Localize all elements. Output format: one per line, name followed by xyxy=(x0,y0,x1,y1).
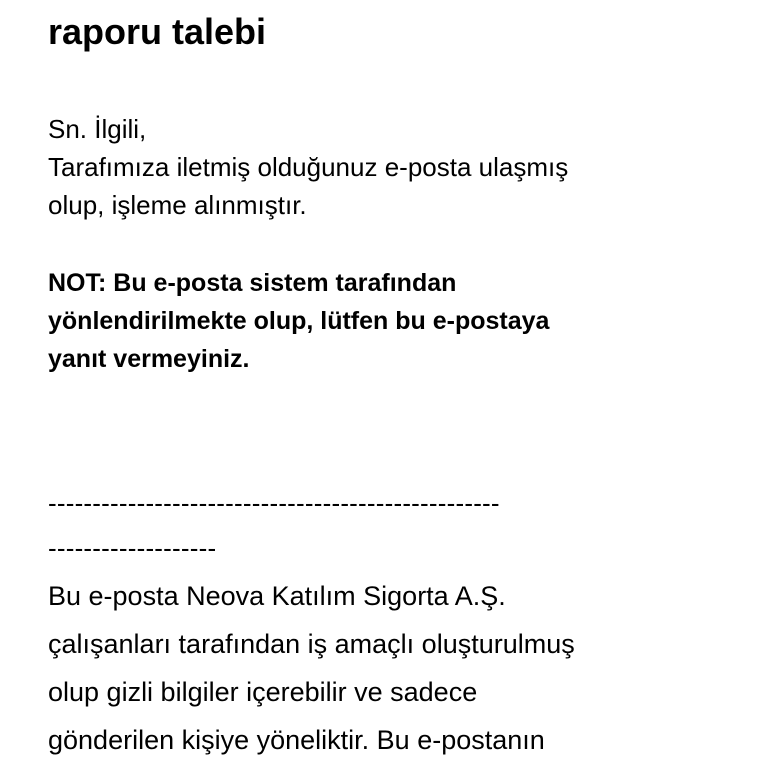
message-line: Tarafımıza iletmiş olduğunuz e-posta ulaşmış xyxy=(48,152,569,182)
disclaimer-line: çalışanları tarafından iş amaçlı oluşturulmuş xyxy=(48,629,575,659)
email-note xyxy=(48,264,549,378)
disclaimer-line: gönderilen kişiye yöneliktir. Bu e-postanın xyxy=(48,725,545,755)
signature-divider: ------------------- xyxy=(48,533,217,563)
message-line: olup, işleme alınmıştır. xyxy=(48,190,307,220)
signature-divider: --------------------------------------------------- xyxy=(48,488,500,518)
greeting-text: Sn. İlgili, xyxy=(48,114,147,144)
email-disclaimer xyxy=(48,572,575,764)
note-line: yönlendirilmekte olup, lütfen bu e-postaya xyxy=(48,307,550,335)
note-line: NOT: Bu e-posta sistem tarafından xyxy=(48,269,457,297)
disclaimer-line: Bu e-posta Neova Katılım Sigorta A.Ş. xyxy=(48,581,506,611)
email-subject: raporu talebi xyxy=(48,11,267,52)
note-line: yanıt vermeyiniz. xyxy=(48,345,250,373)
email-message xyxy=(48,110,568,224)
disclaimer-line: olup gizli bilgiler içerebilir ve sadece xyxy=(48,677,478,707)
